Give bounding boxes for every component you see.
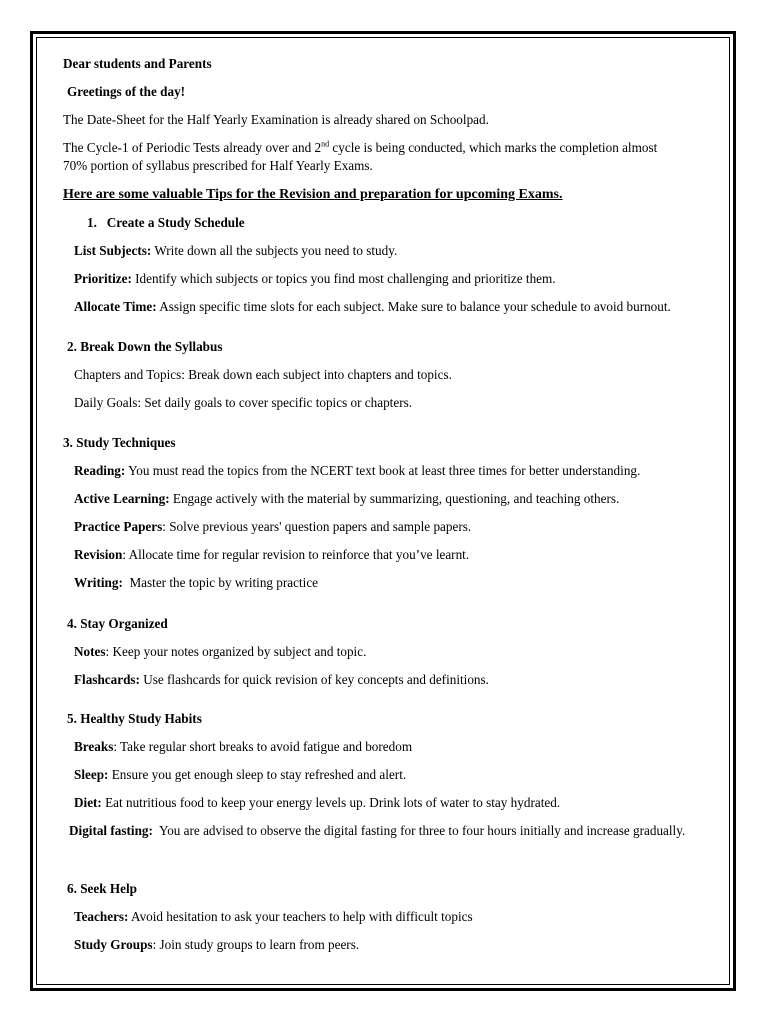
list-item: Sleep: Ensure you get enough sleep to stay refreshed and alert. — [74, 767, 407, 782]
tips-title: Here are some valuable Tips for the Revision and preparation for upcoming Exams. — [63, 187, 563, 202]
section-heading: 2. Break Down the Syllabus — [67, 339, 223, 354]
section-heading: 3. Study Techniques — [63, 435, 176, 450]
salutation: Dear students and Parents — [63, 56, 212, 71]
section-heading: 1. Create a Study Schedule — [87, 215, 245, 230]
section-heading: 5. Healthy Study Habits — [67, 711, 202, 726]
list-item: Reading: You must read the topics from the NCERT text book at least three times for better understanding. — [74, 463, 641, 478]
greeting: Greetings of the day! — [67, 84, 186, 99]
list-item: Study Groups: Join study groups to learn from peers. — [74, 937, 360, 952]
list-item: Daily Goals: Set daily goals to cover specific topics or chapters. — [74, 395, 413, 410]
list-item: Teachers: Avoid hesitation to ask your teachers to help with difficult topics — [74, 909, 473, 924]
list-item: Flashcards: Use flashcards for quick revision of key concepts and definitions. — [74, 672, 489, 687]
paragraph-cycle-cont: 70% portion of syllabus prescribed for Half Yearly Exams. — [63, 158, 373, 173]
page-border-inner — [36, 37, 730, 985]
paragraph-datesheet: The Date-Sheet for the Half Yearly Examination is already shared on Schoolpad. — [63, 112, 489, 127]
list-item: Chapters and Topics: Break down each subject into chapters and topics. — [74, 367, 452, 382]
paragraph-cycle: The Cycle-1 of Periodic Tests already over and 2nd cycle is being conducted, which marks the completion almost — [63, 139, 658, 155]
section-heading: 4. Stay Organized — [67, 616, 168, 631]
list-item: Digital fasting: You are advised to observe the digital fasting for three to four hours initially and increase gradually. — [69, 823, 686, 838]
list-item: Prioritize: Identify which subjects or topics you find most challenging and prioritize them. — [74, 271, 556, 286]
list-item: Practice Papers: Solve previous years' question papers and sample papers. — [74, 519, 472, 534]
list-item: Revision: Allocate time for regular revision to reinforce that you’ve learnt. — [74, 547, 470, 562]
list-item: Notes: Keep your notes organized by subject and topic. — [74, 644, 367, 659]
list-item: Allocate Time: Assign specific time slots for each subject. Make sure to balance your schedule to avoid burnout. — [74, 299, 671, 314]
section-heading: 6. Seek Help — [67, 881, 137, 896]
list-item: Diet: Eat nutritious food to keep your energy levels up. Drink lots of water to stay hydrated. — [74, 795, 561, 810]
list-item: Breaks: Take regular short breaks to avoid fatigue and boredom — [74, 739, 413, 754]
list-item: List Subjects: Write down all the subjects you need to study. — [74, 243, 398, 258]
list-item: Active Learning: Engage actively with the material by summarizing, questioning, and teaching others. — [74, 491, 620, 506]
list-item: Writing: Master the topic by writing practice — [74, 575, 319, 590]
